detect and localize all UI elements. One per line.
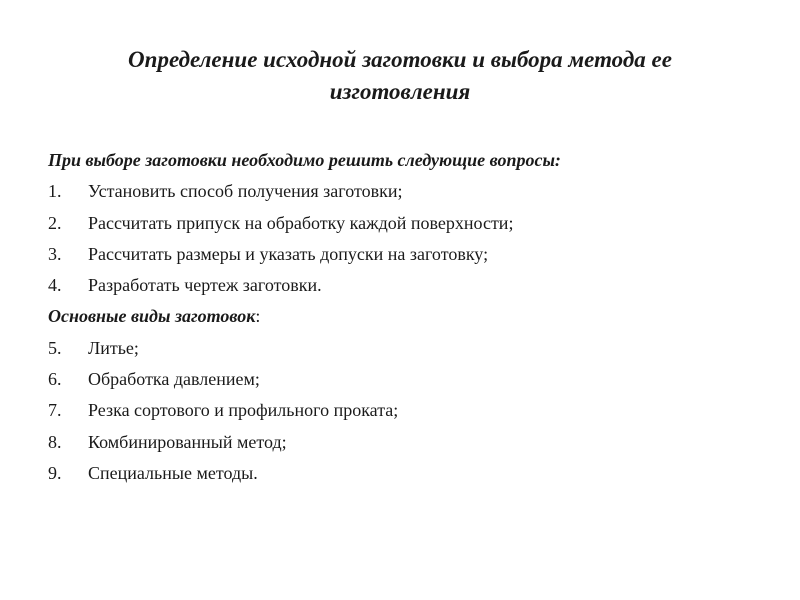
list-item-text: Комбинированный метод; <box>88 431 287 452</box>
list-item-text: Разработать чертеж заготовки. <box>88 275 322 296</box>
list-item <box>48 364 768 395</box>
list-item-number: 6. <box>48 369 62 390</box>
list-item-text: Специальные методы. <box>88 462 258 483</box>
list-item <box>48 395 768 426</box>
list-item <box>48 176 768 207</box>
list-item <box>48 427 768 458</box>
list-item-number: 1. <box>48 181 62 202</box>
list-item-number: 4. <box>48 275 62 296</box>
list-item-text: Литье; <box>88 337 139 358</box>
list-item <box>48 270 768 301</box>
section-heading-questions: При выборе заготовки необходимо решить следующие вопросы: <box>48 150 561 170</box>
section-heading-colon: : <box>255 306 261 327</box>
list-item-text: Рассчитать размеры и указать допуски на заготовку; <box>88 243 489 264</box>
list-item <box>48 333 768 364</box>
section-heading-blank-types <box>48 301 768 332</box>
list-item-text: Установить способ получения заготовки; <box>88 181 403 202</box>
list-item <box>48 208 768 239</box>
list-item <box>48 239 768 270</box>
section-heading-text: Основные виды заготовок <box>48 306 256 327</box>
list-item-number: 3. <box>48 243 62 264</box>
list-item-number: 9. <box>48 462 62 483</box>
slide-title: Определение исходной заготовки и выбора метода ее изготовления <box>128 47 672 104</box>
list-item-number: 2. <box>48 212 62 233</box>
list-item <box>48 458 768 489</box>
list-item-text: Обработка давлением; <box>88 369 260 390</box>
list-item-number: 7. <box>48 400 62 421</box>
list-item-text: Рассчитать припуск на обработку каждой поверхности; <box>88 212 514 233</box>
list-item-number: 8. <box>48 431 62 452</box>
list-item-number: 5. <box>48 337 62 358</box>
slide-content <box>48 145 768 489</box>
list-item-text: Резка сортового и профильного проката; <box>88 400 399 421</box>
